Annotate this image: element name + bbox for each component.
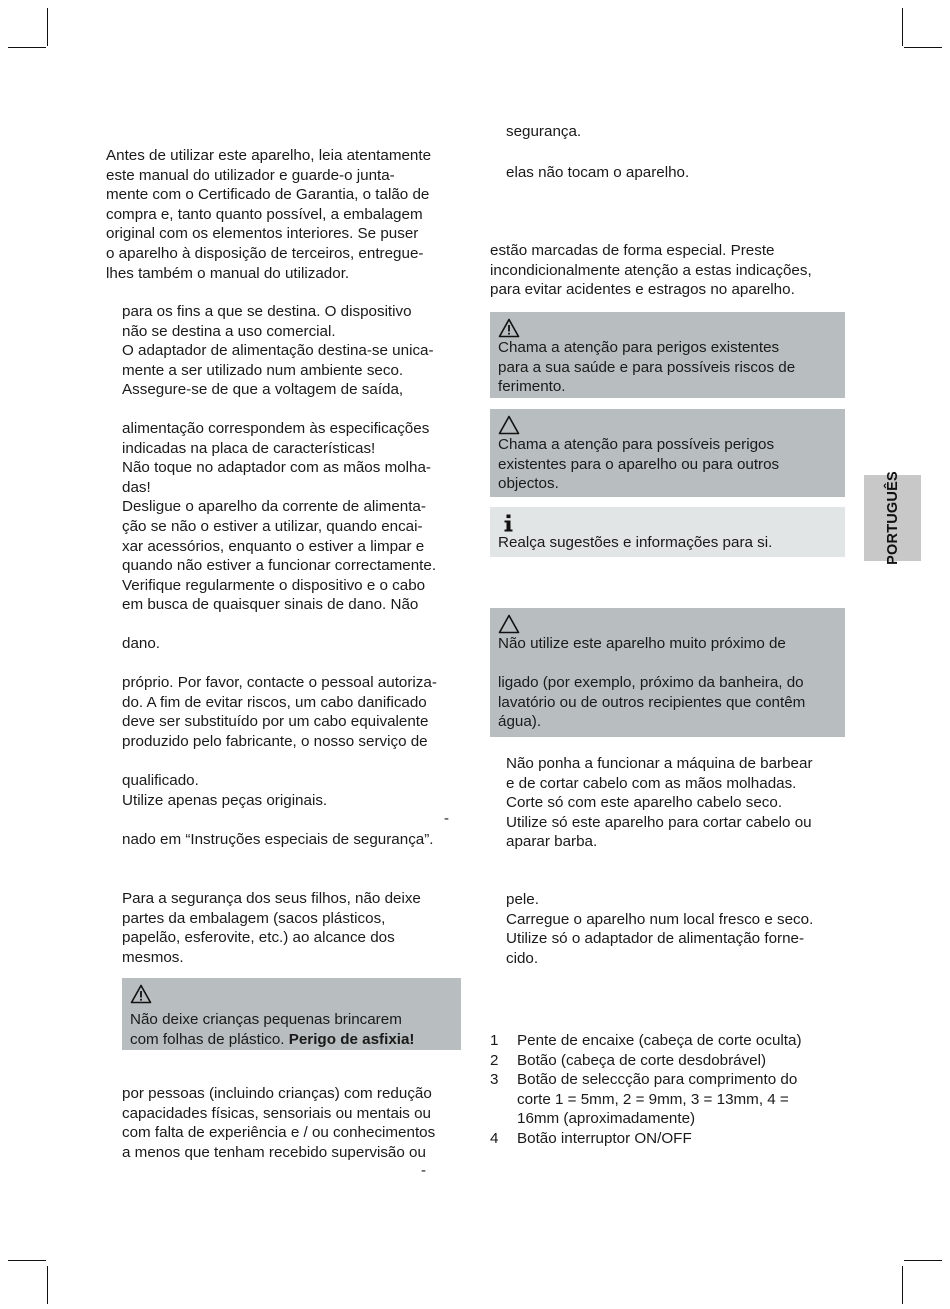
crop-mark (47, 8, 48, 46)
parts-list-item (490, 1129, 840, 1149)
notes-intro-text: estão marcadas de forma especial. Preste incondicionalmente atenção a estas indicações, para evitar acidentes e estragos no aparelho. (490, 242, 812, 299)
crop-mark (8, 47, 46, 48)
warning-health-text: Chama a atenção para perigos existentes para a sua saúde e para possíveis riscos de ferimento. (498, 339, 796, 396)
caution-box-appliance (490, 409, 845, 497)
warning-children-bold: Perigo de asfixia! (288, 1030, 415, 1048)
caution-appliance-text: Chama a atenção para possíveis perigos existentes para o aparelho ou para outros objectos. (498, 436, 780, 493)
part-number: 4 (490, 1129, 499, 1147)
parts-list (490, 1031, 840, 1149)
part-number: 2 (490, 1051, 499, 1069)
language-tab-label: PORTUGUÊS (884, 471, 901, 565)
caution-triangle-icon (498, 614, 837, 634)
crop-mark (8, 1260, 46, 1261)
warning-children-text (130, 1010, 453, 1049)
usage-text: Não ponha a funcionar a máquina de barbear e de cortar cabelo com as mãos molhadas. Corte só com este aparelho cabelo seco. Utilize só este aparelho para cortar cabelo ou aparar barba. (506, 755, 813, 851)
usage-paragraph (506, 754, 846, 852)
caution-box-water (490, 608, 845, 737)
safety-text-3: dano. (122, 635, 161, 652)
safety-paragraph-3 (122, 634, 467, 654)
skin-paragraph (506, 890, 846, 968)
crop-mark (47, 1266, 48, 1304)
persons-text: por pessoas (incluindo crianças) com redução capacidades físicas, sensoriais ou mentais ou com falta de experiência e / ou conhecimentos a menos que tenham recebido supervisão ou (122, 1085, 436, 1161)
right-top-line-2: elas não tocam o aparelho. (506, 164, 690, 181)
crop-mark (902, 1266, 903, 1304)
skin-text: pele. Carregue o aparelho num local fresco e seco. Utilize só o adaptador de alimentação forne- cido. (506, 891, 814, 967)
intro-text: Antes de utilizar este aparelho, leia atentamente este manual do utilizador e guarde-o junta- mente com o Certificado de Garantia, o talão de compra e, tanto quanto possível, a embalagem original com os elementos interiores. Se puser o aparelho à disposição de terceiros, entregue- lhes também o manual do utilizador. (106, 147, 432, 282)
children-text: Para a segurança dos seus filhos, não deixe partes da embalagem (sacos plásticos, papelão, esferovite, etc.) ao alcance dos mesmos. (122, 890, 421, 966)
right-top-line-1: segurança. (506, 123, 582, 140)
part-label: Botão interruptor ON/OFF (517, 1129, 692, 1147)
warning-box-children (122, 978, 461, 1050)
safety-text-6: nado em “Instruções especiais de segurança”. (122, 831, 434, 848)
safety-paragraph-1 (122, 302, 467, 400)
warning-box-health (490, 312, 845, 398)
parts-list-item (490, 1070, 840, 1129)
caution-water-text-1: Não utilize este aparelho muito próximo de (498, 635, 786, 652)
info-icon (498, 513, 837, 533)
crop-mark (904, 1260, 942, 1261)
caution-triangle-icon (498, 415, 837, 435)
safety-paragraph-6 (122, 830, 467, 850)
safety-text-5: qualificado. Utilize apenas peças originais. (122, 772, 328, 809)
part-label: Pente de encaixe (cabeça de corte oculta) (517, 1032, 802, 1049)
safety-paragraph-5 (122, 771, 467, 810)
safety-text-1: para os fins a que se destina. O dispositivo não se destina a uso comercial. O adaptador de alimentação destina-se unica- mente a ser utilizado num ambiente seco. Assegure-se de que a voltagem de saída, (122, 303, 434, 399)
crop-mark (902, 8, 903, 46)
part-number: 1 (490, 1032, 499, 1049)
persons-paragraph (122, 1084, 467, 1162)
part-number: 3 (490, 1071, 499, 1089)
language-tab (864, 471, 921, 565)
right-top-text-2 (506, 163, 846, 183)
caution-water-text-2: ligado (por exemplo, próximo da banheira, do lavatório ou de outros recipientes que contêm água). (498, 674, 806, 731)
hyphen-mark: - (444, 810, 449, 827)
safety-paragraph-4 (122, 673, 467, 751)
crop-mark (904, 47, 942, 48)
parts-list-item (490, 1031, 840, 1051)
parts-list-item (490, 1051, 840, 1071)
children-paragraph (122, 889, 467, 967)
part-label: Botão (cabeça de corte desdobrável) (517, 1051, 767, 1069)
warning-triangle-icon (130, 984, 453, 1004)
warning-children-plain: Não deixe crianças pequenas brincarem com folhas de plástico. (130, 1011, 402, 1048)
info-text: Realça sugestões e informações para si. (498, 534, 773, 551)
safety-text-4: próprio. Por favor, contacte o pessoal autoriza- do. A fim de evitar riscos, um cabo danificado deve ser substituído por um cabo equivalente produzido pelo fabricante, o nosso serviço de (122, 674, 437, 750)
part-label: Botão de seleccção para comprimento do corte 1 = 5mm, 2 = 9mm, 3 = 13mm, 4 = 16mm (aproximadamente) (517, 1071, 798, 1128)
safety-paragraph-2 (122, 419, 467, 615)
notes-intro-paragraph (490, 241, 846, 300)
info-box (490, 507, 845, 557)
warning-triangle-icon (498, 318, 837, 338)
intro-paragraph (106, 146, 466, 283)
hyphen-mark: - (421, 1162, 426, 1179)
safety-text-2: alimentação correspondem às especificações indicadas na placa de características! Não toque no adaptador com as mãos molha- das! Desligue o aparelho da corrente de alimenta- ção se não o estiver a utilizar, quando encai- xar acessórios, enquanto o estiver a limpar e quando não estiver a funcionar correctamente. Verifique regularmente o dispositivo e o cabo em busca de quaisquer sinais de dano. Não (122, 420, 437, 614)
right-top-text-1 (506, 122, 846, 142)
